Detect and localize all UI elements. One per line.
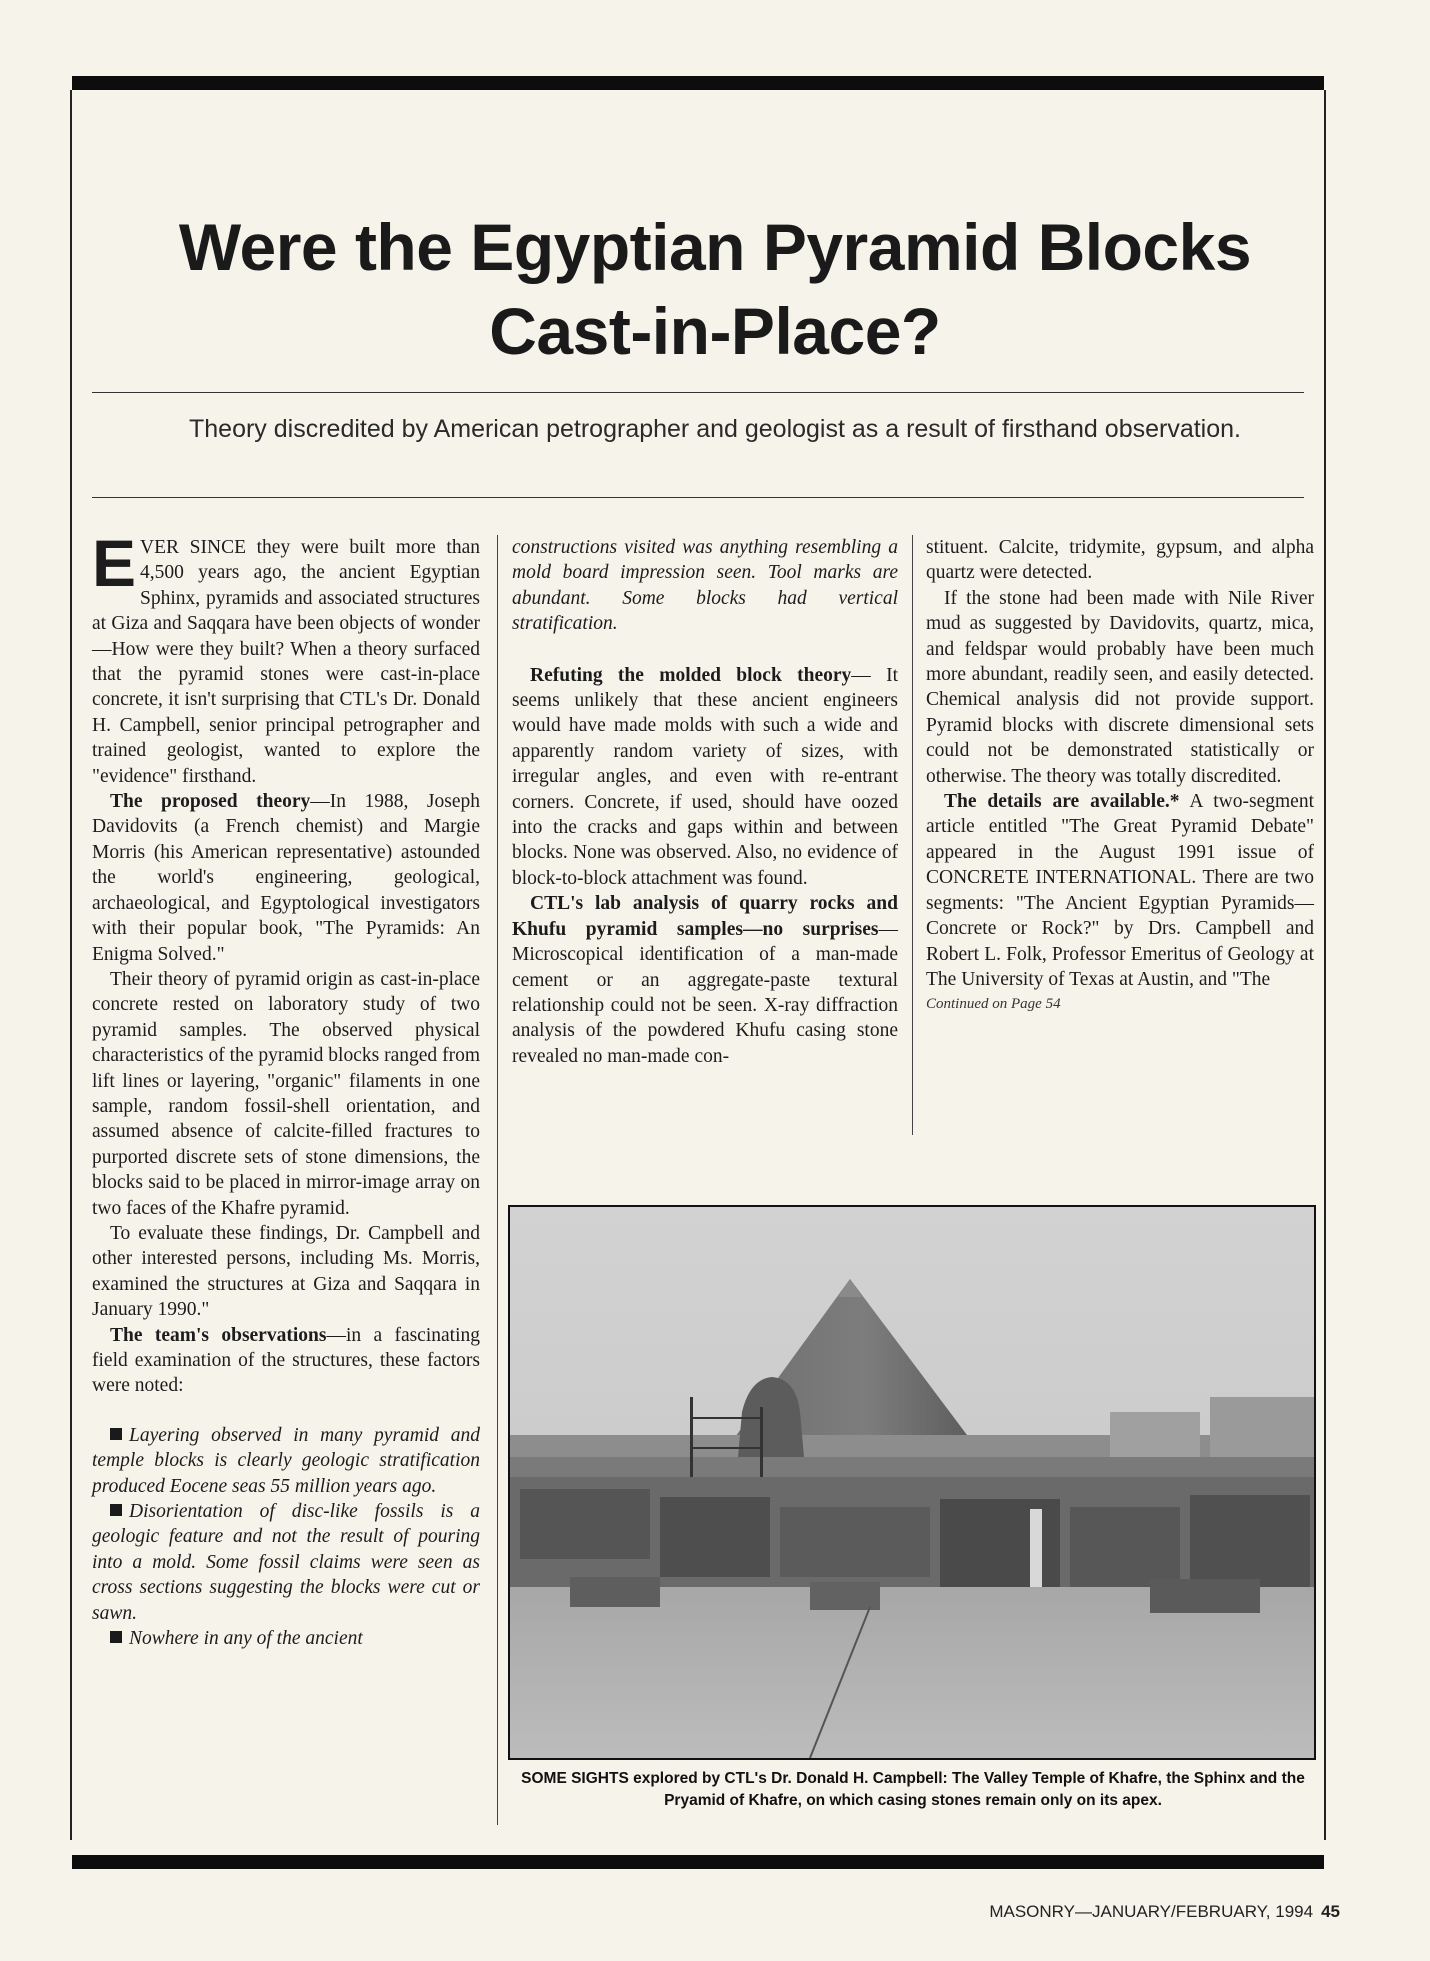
constituent-paragraph: stituent. Calcite, tridymite, gypsum, and alpha quartz were detected. [926, 537, 1314, 584]
intro-paragraph: EVER SINCE they were built more than 4,500 years ago, the ancient Egyptian Sphinx, pyramids and associated structures at Giza and Saqqara have been objects of wonder—How were they built? When a theory surfaced that the pyramid stones were cast-in-place concrete, it isn't surprising that CTL's Dr. Donald H. Campbell, senior principal petrographer and trained geologist, wanted to explore the "evidence" firsthand. [92, 526, 480, 787]
continued-note: Continued on Page 54 [926, 996, 1061, 1013]
theory-origin-paragraph: Their theory of pyramid origin as cast-in-place concrete rested on laboratory study of two pyramid samples. The observed physical characteristics of the pyramid blocks ranged from lift lines or layering, "organic" filaments in one sample, random fossil-shell orientation, and assumed absence of calcite-filled fractures to purported discrete sets of stone dimensions, the blocks said to be placed in mirror-image array on two faces of the Khafre pyramid. [92, 968, 480, 1219]
bullet-square-icon [110, 1504, 122, 1516]
bullet-item: Disorientation of disc-like fossils is a geologic feature and not the result of pouring into a mold. Some fossil claims were seen as cross sections suggesting the blocks were cut or sawn. [92, 1501, 480, 1624]
subhead-refuting: Refuting the molded block theory [530, 664, 852, 686]
refuting-paragraph: Refuting the molded block theory— It seems unlikely that these ancient engineers would have made molds with such a wide and apparently random variety of sizes, with irregular angles, and even with re-entrant corners. Concrete, if used, should have oozed into the cracks and gaps within and between blocks. None was observed. Also, no evidence of block-to-block attachment was found. [512, 664, 898, 889]
observations-paragraph: The team's observations—in a fascinating field examination of the structures, these factors were noted: [92, 1324, 480, 1397]
photo-caption: SOME SIGHTS explored by CTL's Dr. Donald H. Campbell: The Valley Temple of Khafre, the Sphinx and the Pryamid of Khafre, on which casing stones remain only on its apex. [521, 1770, 1305, 1809]
proposed-theory-paragraph: The proposed theory—In 1988, Joseph Davidovits (a French chemist) and Margie Morris (his American representative) astounded the world's engineering, geological, archaeological, and Egyptological investigators with their popular book, "The Pyramids: An Enigma Solved." [92, 791, 480, 965]
lab-analysis-paragraph: CTL's lab analysis of quarry rocks and Khufu pyramid samples—no surprises—Microscopical identification of a man-made cement or an aggregate-paste textural relationship could not be seen. X-ray diffraction analysis of the powdered Khufu casing stone revealed no man-made con- [512, 893, 898, 1067]
bottom-rule [72, 1855, 1324, 1869]
title-divider [92, 392, 1304, 393]
subhead-details: The details are available.* [944, 791, 1180, 813]
article-subtitle: Theory discredited by American petrographer and geologist as a result of firsthand observation. [189, 415, 1241, 443]
pyramid-photo-image [510, 1207, 1314, 1758]
page-number: 45 [1321, 1902, 1340, 1921]
drop-cap: E [92, 526, 137, 600]
subtitle-divider [92, 497, 1304, 498]
bullet-square-icon [110, 1631, 122, 1643]
column-divider [912, 535, 913, 1135]
evaluation-paragraph: To evaluate these findings, Dr. Campbell and other interested persons, including Ms. Morris, examined the structures at Giza and Saqqara in January 1990." [92, 1222, 480, 1321]
column-1 [92, 526, 480, 1651]
top-rule [72, 76, 1324, 90]
column-2 [512, 535, 898, 1069]
column-divider [497, 535, 498, 1825]
continuation-paragraph: constructions visited was anything resembling a mold board impression seen. Tool marks are abundant. Some blocks had vertical stratification. [512, 537, 898, 635]
page-footer [989, 1902, 1340, 1922]
nile-mud-paragraph: If the stone had been made with Nile River mud as suggested by Davidovits, quartz, mica, and feldspar would probably have been much more abundant, readily seen, and easily detected. Chemical analysis did not provide support. Pyramid blocks with discrete dimensional sets could not be demonstrated statistically or otherwise. The theory was totally discredited. [926, 587, 1314, 787]
details-paragraph: The details are available.* A two-segment article entitled "The Great Pyramid Debate" appeared in the August 1991 issue of CONCRETE INTERNATIONAL. There are two segments: "The Ancient Egyptian Pyramids—Concrete or Rock?" by Drs. Campbell and Robert L. Folk, Professor Emeritus of Geology at The University of Texas at Austin, and "The [926, 791, 1314, 990]
article-title: Were the Egyptian Pyramid Blocks Cast-in-Place? [178, 210, 1252, 368]
bullet-square-icon [110, 1428, 122, 1440]
publication-name: MASONRY—JANUARY/FEBRUARY, 1994 [989, 1902, 1314, 1921]
subhead-team-observations: The team's observations [110, 1324, 327, 1346]
bullet-item: Nowhere in any of the ancient [92, 1626, 480, 1651]
column-3 [926, 535, 1314, 1018]
subhead-lab-analysis: CTL's lab analysis of quarry rocks and Khufu pyramid samples—no surprises [512, 893, 898, 940]
pyramid-sphinx-photo [508, 1205, 1316, 1760]
subhead-proposed-theory: The proposed theory [110, 791, 311, 813]
bullet-item: Layering observed in many pyramid and temple blocks is clearly geologic stratification produced Eocene seas 55 million years ago. [92, 1424, 480, 1497]
